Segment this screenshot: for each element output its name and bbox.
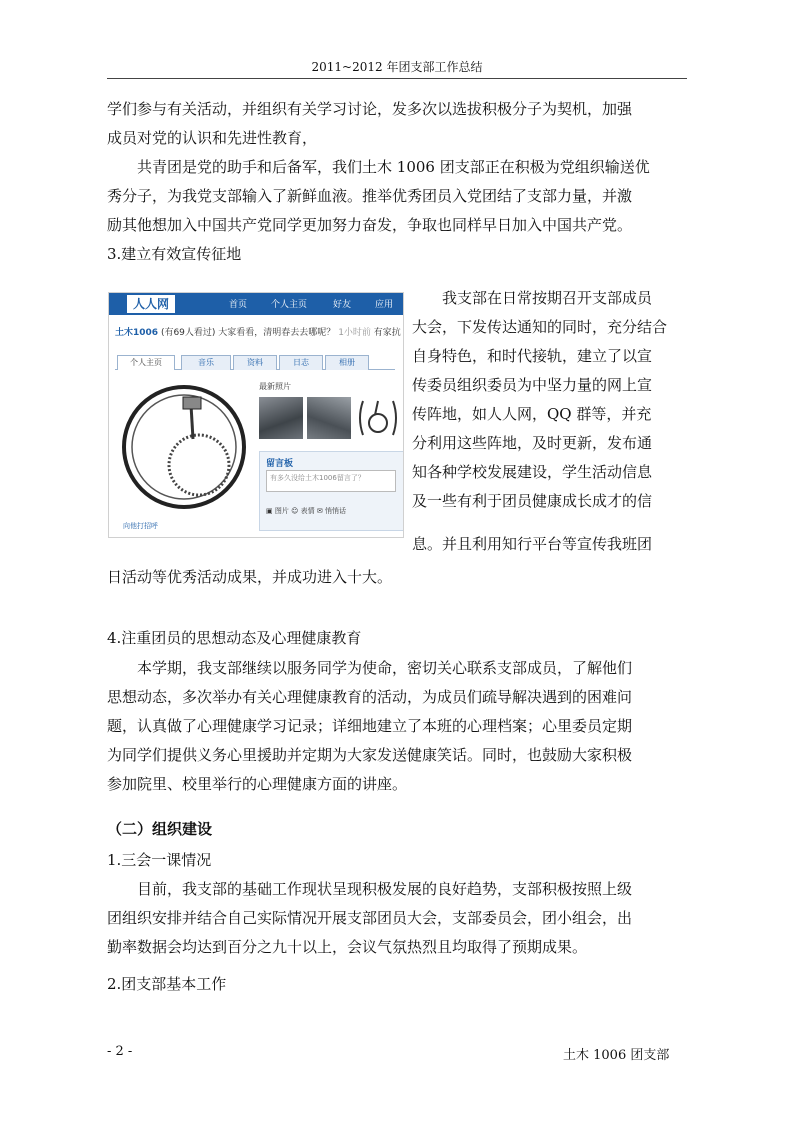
section-heading: 4.注重团员的思想动态及心理健康教育 (107, 629, 362, 647)
photo-thumbnail (355, 393, 401, 443)
text-line: 及一些有利于团员健康成长成才的信 (412, 492, 653, 510)
text-line: 学们参与有关活动，并组织有关学习讨论，发多次以选拔积极分子为契机，加强 (107, 100, 633, 118)
latest-photos-label: 最新照片 (259, 382, 291, 391)
tab-info: 资料 (233, 355, 277, 370)
text-line: 题，认真做了心理健康学习记录；详细地建立了本班的心理档案；心里委员定期 (107, 717, 633, 735)
profile-more: 有家抗 (373, 328, 401, 338)
text-line: 自身特色，和时代接轨，建立了以宣 (412, 347, 653, 365)
message-board (259, 451, 404, 531)
text-line: 参加院里、校里举行的心理健康方面的讲座。 (107, 775, 408, 793)
avatar (119, 377, 249, 517)
image-icon: ▣ (266, 507, 273, 515)
text-line: 成员对党的认识和先进性教育， (107, 129, 318, 147)
photo-thumbnail (259, 397, 303, 439)
nav-home: 首页 (229, 300, 248, 310)
section-title: （二）组织建设 (107, 820, 213, 838)
emoji-icon: ☺ (291, 507, 299, 515)
tab-home: 个人主页 (117, 355, 175, 370)
text-line: 日活动等优秀活动成果，并成功进入十大。 (107, 568, 393, 586)
text-line: 传阵地，如人人网，QQ 群等，并充 (412, 405, 652, 423)
greet-link: 向他打招呼 (123, 522, 158, 530)
text-line: 息。并且利用知行平台等宣传我班团 (412, 535, 653, 553)
photo-thumbnail (307, 397, 351, 439)
renren-screenshot (108, 292, 404, 538)
message-input: 有多久没给土木1006留言了？ (266, 470, 396, 492)
text-line: 目前，我支部的基础工作现状呈现积极发展的良好趋势，支部积极按照上级 (107, 880, 633, 898)
section-heading: 3.建立有效宣传征地 (107, 245, 242, 263)
section-heading: 1.三会一课情况 (107, 851, 212, 869)
profile-time: 1小时前 (338, 328, 371, 338)
profile-status: 大家看看，清明春去去哪呢？ (218, 328, 336, 338)
text-line: 共青团是党的助手和后备军，我们土木 1006 团支部正在积极为党组织输送优 (107, 158, 650, 176)
text-line: 大会，下发传达通知的同时，充分结合 (412, 318, 668, 336)
footer-org: 土木 1006 团支部 (563, 1048, 670, 1063)
text-line: 励其他想加入中国共产党同学更加努力奋发，争取也同样早日加入中国共产党。 (107, 216, 633, 234)
message-board-title: 留言板 (266, 459, 294, 469)
text-line: 传委员组织委员为中坚力量的网上宣 (412, 376, 653, 394)
profile-visits: (有69人看过) (160, 328, 216, 338)
nav-profile: 个人主页 (271, 300, 308, 310)
text-line: 本学期，我支部继续以服务同学为使命，密切关心联系支部成员，了解他们 (107, 659, 633, 677)
nav-friends: 好友 (333, 300, 352, 310)
tab-album: 相册 (325, 355, 369, 370)
text-line: 分利用这些阵地，及时更新，发布通 (412, 434, 653, 452)
opt-image: 图片 (274, 507, 289, 515)
text-line: 为同学们提供义务心里援助并定期为大家发送健康笑话。同时，也鼓励大家积极 (107, 746, 633, 764)
nav-apps: 应用 (375, 300, 394, 310)
profile-name: 土木1006 (115, 328, 159, 338)
header-rule (107, 78, 687, 79)
tab-blog: 日志 (279, 355, 323, 370)
text-line: 知各种学校发展建设，学生活动信息 (412, 463, 653, 481)
lock-icon: ✉ (316, 507, 323, 515)
renren-logo: 人人网 (127, 295, 175, 313)
opt-whisper: 悄悄话 (324, 507, 346, 515)
page-header: 2011~2012 年团支部工作总结 (311, 60, 483, 74)
profile-line (115, 325, 401, 338)
text-line: 思想动态，多次举办有关心理健康教育的活动，为成员们疏导解决遇到的困难问 (107, 688, 633, 706)
renren-navbar (109, 293, 403, 315)
text-line: 团组织安排并结合自己实际情况开展支部团员大会，支部委员会，团小组会，出 (107, 909, 633, 927)
text-line: 勤率数据会均达到百分之九十以上，会议气氛热烈且均取得了预期成果。 (107, 938, 588, 956)
tab-music: 音乐 (181, 355, 231, 370)
text-line: 秀分子，为我党支部输入了新鲜血液。推举优秀团员入党团结了支部力量，并激 (107, 187, 633, 205)
section-heading: 2.团支部基本工作 (107, 975, 227, 993)
text-line: 我支部在日常按期召开支部成员 (412, 289, 653, 307)
page-number: - 2 - (107, 1044, 133, 1059)
profile-tabs (115, 353, 395, 370)
opt-emoji: 表情 (300, 507, 315, 515)
message-options (266, 506, 346, 516)
